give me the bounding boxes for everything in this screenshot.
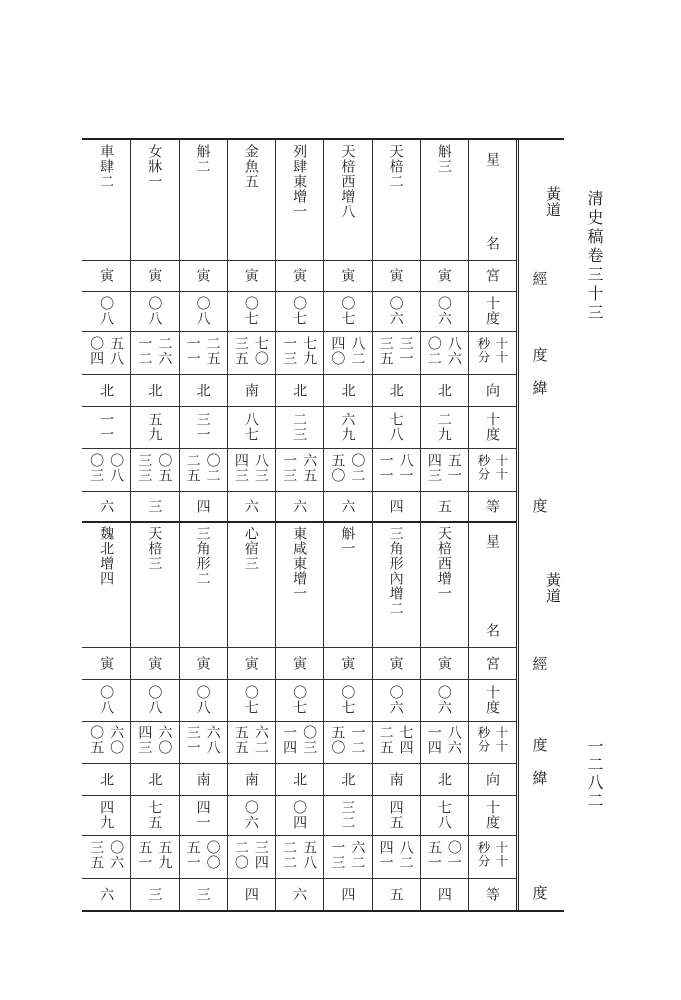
- label-wei-2: 緯: [530, 770, 549, 786]
- section2-latitude-degrees-cell: 四五: [387, 800, 404, 830]
- header-ming-2: 名: [484, 622, 500, 638]
- header-xing-2: 星: [484, 533, 500, 549]
- section1-latitude-min-sec-cell: 一三 六五: [281, 452, 318, 483]
- section1-gong-cell: 寅: [146, 268, 163, 283]
- header-du-4: 十度: [484, 800, 500, 830]
- section1-longitude-min-sec-cell: 〇二 八六: [425, 335, 462, 366]
- section1-star-name-cell: 列肆東增一: [291, 144, 308, 219]
- section2-magnitude-cell: 四: [242, 886, 259, 902]
- section1-longitude-min-sec-cell: 一一 二五: [184, 335, 221, 366]
- section1-longitude-min-sec-cell: 一三 七九: [281, 335, 318, 366]
- section2-gong-cell: 寅: [98, 655, 115, 671]
- label-huangdao-2: 黃道: [544, 571, 562, 604]
- section1-longitude-degrees-cell: 〇八: [146, 296, 163, 326]
- section1-direction-cell: 北: [339, 382, 356, 398]
- section2-star-name-cell: 魏北增四: [98, 526, 115, 586]
- section2-star-name-cell: 東咸東增一: [291, 526, 308, 601]
- section1-star-name-cell: 女牀一: [146, 144, 163, 189]
- section2-gong-cell: 寅: [339, 655, 356, 671]
- section1-latitude-min-sec-cell: 二五 〇二: [184, 452, 221, 483]
- section2-latitude-min-sec-cell: 二〇 三四: [232, 839, 269, 870]
- section2-gong-cell: 寅: [387, 655, 404, 671]
- header-shimiaofen-3: 十十秒分: [476, 726, 509, 753]
- section1-gong-cell: 寅: [194, 268, 211, 283]
- section1-direction-cell: 北: [146, 382, 163, 398]
- section2-latitude-min-sec-cell: 三五 〇六: [88, 839, 125, 870]
- section2-longitude-degrees-cell: 〇八: [194, 685, 211, 715]
- section2-gong-cell: 寅: [242, 655, 259, 671]
- section1-star-name-cell: 天棓西增八: [339, 144, 356, 219]
- section1-gong-cell: 寅: [291, 268, 308, 283]
- header-du-2: 十度: [484, 412, 500, 442]
- star-catalog-table: [82, 138, 564, 912]
- section2-latitude-degrees-cell: 〇四: [291, 800, 308, 830]
- section2-direction-cell: 北: [291, 771, 308, 787]
- section2-longitude-min-sec-cell: 五〇 一二: [329, 725, 366, 755]
- header-xing-1: 星: [484, 151, 500, 167]
- section2-direction-cell: 南: [242, 771, 259, 787]
- section1-longitude-min-sec-cell: 四〇 八二: [329, 335, 366, 366]
- section1-longitude-degrees-cell: 〇七: [242, 296, 259, 326]
- section2-longitude-min-sec-cell: 二五 七四: [377, 725, 414, 755]
- section1-direction-cell: 北: [291, 382, 308, 398]
- section2-magnitude-cell: 六: [98, 886, 115, 902]
- section1-latitude-degrees-cell: 五九: [146, 412, 163, 442]
- section1-latitude-min-sec-cell: 〇三 〇八: [88, 452, 125, 483]
- section2-latitude-min-sec-cell: 一三 六二: [329, 839, 366, 870]
- section2-latitude-degrees-cell: 三二: [339, 800, 356, 830]
- section2-direction-cell: 北: [339, 771, 356, 787]
- section1-longitude-min-sec-cell: 一二 二六: [136, 335, 173, 366]
- header-gong-1: 宮: [484, 268, 500, 283]
- section1-direction-cell: 北: [435, 382, 452, 398]
- section1-latitude-min-sec-cell: 三三 〇五: [136, 452, 173, 483]
- section1-longitude-degrees-cell: 〇六: [435, 296, 452, 326]
- label-jing-1: 經: [530, 271, 549, 287]
- section1-latitude-degrees-cell: 三一: [194, 412, 211, 442]
- section2-latitude-degrees-cell: 七五: [146, 800, 163, 830]
- section2-magnitude-cell: 四: [435, 886, 452, 902]
- header-deng-1: 等: [484, 499, 500, 514]
- section2-longitude-min-sec-cell: 五五 六二: [232, 725, 269, 755]
- section2-gong-cell: 寅: [194, 655, 211, 671]
- section1-magnitude-cell: 四: [387, 499, 404, 514]
- section2-magnitude-cell: 三: [146, 886, 163, 902]
- section2-magnitude-cell: 三: [194, 886, 211, 902]
- section1-star-name-cell: 斛二: [194, 144, 211, 174]
- section1-latitude-min-sec-cell: 一一 八一: [377, 452, 414, 483]
- running-head: 清史稿卷三十三: [585, 190, 604, 323]
- section2-longitude-degrees-cell: 〇八: [98, 685, 115, 715]
- section1-star-name-cell: 斛三: [435, 144, 452, 174]
- section1-longitude-degrees-cell: 〇七: [291, 296, 308, 326]
- header-deng-2: 等: [484, 886, 500, 902]
- section2-longitude-min-sec-cell: 〇五 六〇: [88, 725, 125, 755]
- section2-star-name-cell: 斛一: [339, 526, 356, 556]
- section1-latitude-degrees-cell: 七八: [387, 412, 404, 442]
- section1-magnitude-cell: 五: [435, 499, 452, 514]
- section2-longitude-degrees-cell: 〇八: [146, 685, 163, 715]
- section1-gong-cell: 寅: [98, 268, 115, 283]
- section1-star-name-cell: 車肆二: [98, 144, 115, 189]
- section1-gong-cell: 寅: [242, 268, 259, 283]
- section2-star-name-cell: 三角形二: [194, 526, 211, 586]
- section1-latitude-degrees-cell: 一一: [98, 412, 115, 442]
- header-du-1: 十度: [484, 296, 500, 326]
- section2-magnitude-cell: 四: [339, 886, 356, 902]
- section1-gong-cell: 寅: [339, 268, 356, 283]
- section1-magnitude-cell: 三: [146, 499, 163, 514]
- section1-longitude-min-sec-cell: 〇四 五八: [88, 335, 125, 366]
- section2-latitude-min-sec-cell: 五一 〇〇: [184, 839, 221, 870]
- section1-gong-cell: 寅: [435, 268, 452, 283]
- section2-longitude-min-sec-cell: 一四 八六: [425, 725, 462, 755]
- section2-magnitude-cell: 五: [387, 886, 404, 902]
- section1-latitude-min-sec-cell: 四三 八三: [232, 452, 269, 483]
- label-du-4: 度: [530, 885, 549, 901]
- section1-magnitude-cell: 六: [98, 499, 115, 514]
- header-shimiaofen-4: 十十秒分: [476, 840, 509, 868]
- header-shimiaofen-1: 十十秒分: [476, 336, 509, 364]
- section2-longitude-degrees-cell: 〇七: [242, 685, 259, 715]
- section1-latitude-degrees-cell: 八七: [242, 412, 259, 442]
- label-du-1: 度: [530, 347, 549, 363]
- section2-star-name-cell: 三角形內增二: [387, 526, 404, 616]
- section2-direction-cell: 北: [435, 771, 452, 787]
- section1-latitude-min-sec-cell: 四三 五一: [425, 452, 462, 483]
- section2-latitude-min-sec-cell: 四一 八二: [377, 839, 414, 870]
- section2-star-name-cell: 心宿三: [242, 526, 259, 571]
- section2-direction-cell: 北: [98, 771, 115, 787]
- section1-direction-cell: 北: [98, 382, 115, 398]
- label-wei-1: 緯: [530, 380, 549, 396]
- section1-latitude-degrees-cell: 六九: [339, 412, 356, 442]
- section2-latitude-min-sec-cell: 五一 〇一: [425, 839, 462, 870]
- section2-magnitude-cell: 六: [291, 886, 308, 902]
- page-number: 一二八二: [585, 738, 604, 810]
- section2-latitude-min-sec-cell: 二二 五八: [281, 839, 318, 870]
- section2-direction-cell: 北: [146, 771, 163, 787]
- section2-longitude-min-sec-cell: 一四 〇三: [281, 725, 318, 755]
- section1-magnitude-cell: 六: [339, 499, 356, 514]
- section2-latitude-min-sec-cell: 五一 五九: [136, 839, 173, 870]
- section2-longitude-degrees-cell: 〇七: [291, 685, 308, 715]
- section1-magnitude-cell: 六: [291, 499, 308, 514]
- header-shimiaofen-2: 十十秒分: [476, 453, 509, 481]
- section2-latitude-degrees-cell: 〇六: [242, 800, 259, 830]
- section1-magnitude-cell: 四: [194, 499, 211, 514]
- header-xiang-2: 向: [484, 771, 500, 787]
- section1-latitude-degrees-cell: 二三: [291, 412, 308, 442]
- section1-longitude-degrees-cell: 〇七: [339, 296, 356, 326]
- section2-star-name-cell: 天棓西增一: [435, 526, 452, 601]
- section1-longitude-degrees-cell: 〇八: [98, 296, 115, 326]
- section2-gong-cell: 寅: [435, 655, 452, 671]
- section1-direction-cell: 北: [387, 382, 404, 398]
- section2-latitude-degrees-cell: 七八: [435, 800, 452, 830]
- section1-gong-cell: 寅: [387, 268, 404, 283]
- section2-latitude-degrees-cell: 四一: [194, 800, 211, 830]
- section1-longitude-degrees-cell: 〇八: [194, 296, 211, 326]
- header-xiang-1: 向: [484, 382, 500, 398]
- section2-longitude-min-sec-cell: 四三 六〇: [136, 725, 173, 755]
- section2-longitude-degrees-cell: 〇六: [435, 685, 452, 715]
- section2-longitude-degrees-cell: 〇七: [339, 685, 356, 715]
- section1-longitude-degrees-cell: 〇六: [387, 296, 404, 326]
- label-du-3: 度: [530, 737, 549, 753]
- section1-longitude-min-sec-cell: 三五 三一: [377, 335, 414, 366]
- label-huangdao-1: 黃道: [544, 186, 562, 218]
- section1-star-name-cell: 金魚五: [242, 144, 259, 189]
- section2-longitude-degrees-cell: 〇六: [387, 685, 404, 715]
- header-ming-1: 名: [484, 235, 500, 251]
- section2-longitude-min-sec-cell: 三一 六八: [184, 725, 221, 755]
- label-jing-2: 經: [530, 656, 549, 672]
- section2-latitude-degrees-cell: 四九: [98, 800, 115, 830]
- section1-latitude-min-sec-cell: 五〇 〇二: [329, 452, 366, 483]
- label-du-2: 度: [530, 498, 549, 514]
- section1-longitude-min-sec-cell: 三五 七〇: [232, 335, 269, 366]
- section2-gong-cell: 寅: [291, 655, 308, 671]
- section2-star-name-cell: 天棓三: [146, 526, 163, 571]
- header-du-3: 十度: [484, 685, 500, 715]
- section2-direction-cell: 南: [387, 771, 404, 787]
- section1-direction-cell: 南: [242, 382, 259, 398]
- section1-latitude-degrees-cell: 二九: [435, 412, 452, 442]
- section1-star-name-cell: 天棓二: [387, 144, 404, 189]
- section1-direction-cell: 北: [194, 382, 211, 398]
- section1-magnitude-cell: 六: [242, 499, 259, 514]
- section2-gong-cell: 寅: [146, 655, 163, 671]
- section2-direction-cell: 南: [194, 771, 211, 787]
- header-gong-2: 宮: [484, 655, 500, 671]
